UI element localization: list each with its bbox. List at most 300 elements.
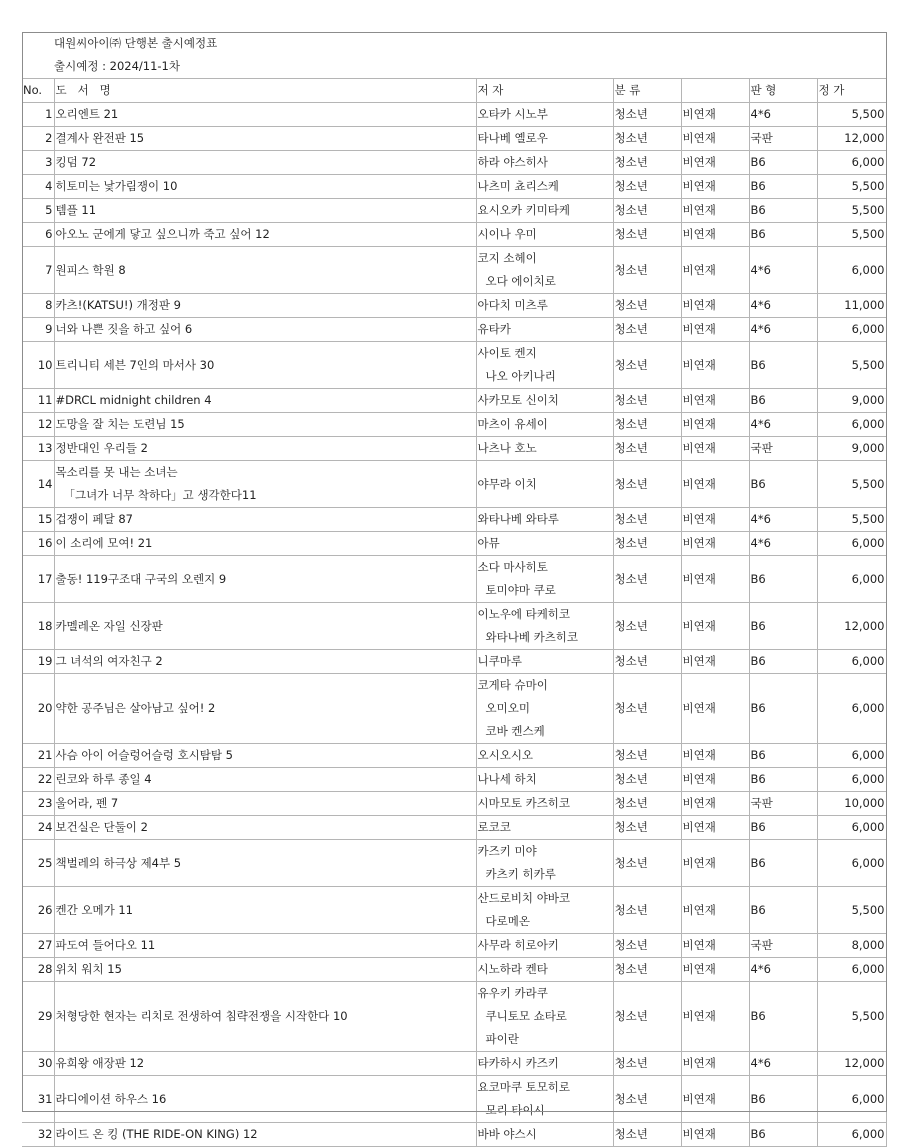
category: 청소년 [613, 887, 681, 934]
cell-line: 산드로비치 야바코 [477, 891, 571, 905]
cell-line: 카츠키 히카루 [485, 867, 556, 881]
row-number: 3 [22, 151, 54, 175]
cell-line: 킹덤 72 [55, 155, 97, 169]
book-title [54, 556, 476, 603]
row-number: 28 [22, 958, 54, 982]
cell-line: 트리니티 세븐 7인의 마서사 30 [55, 357, 215, 372]
cell-line: 니쿠마루 [477, 654, 522, 668]
category: 청소년 [613, 318, 681, 342]
book-title [54, 958, 476, 982]
category: 청소년 [613, 461, 681, 508]
release-table [22, 32, 887, 1147]
author [476, 816, 613, 840]
format: B6 [749, 151, 817, 175]
cell-line: 히토미는 낯가림쟁이 10 [55, 179, 178, 193]
row-number: 16 [22, 532, 54, 556]
price: 5,500 [817, 223, 886, 247]
table-row [22, 1076, 886, 1123]
book-title [54, 1076, 476, 1123]
cell-line: 켄간 오메가 11 [55, 902, 133, 917]
table-row [22, 792, 886, 816]
table-row [22, 318, 886, 342]
cell-line: 토미야마 쿠로 [485, 583, 556, 597]
row-number: 27 [22, 934, 54, 958]
serial-status: 비연재 [681, 103, 749, 127]
release-schedule-sheet [22, 32, 886, 1147]
author [476, 223, 613, 247]
col-header-category: 분 류 [613, 79, 681, 103]
price: 5,500 [817, 175, 886, 199]
category: 청소년 [613, 650, 681, 674]
format: 4*6 [749, 508, 817, 532]
category: 청소년 [613, 413, 681, 437]
table-row [22, 840, 886, 887]
format: B6 [749, 199, 817, 223]
cell-line: 시이나 우미 [477, 227, 537, 241]
author [476, 532, 613, 556]
price: 10,000 [817, 792, 886, 816]
row-number: 19 [22, 650, 54, 674]
col-header-serial [681, 79, 749, 103]
cell-line: 책벌레의 하극상 제4부 5 [55, 855, 182, 870]
cell-line: 「그녀가 너무 착하다」고 생각한다11 [63, 488, 257, 502]
serial-status: 비연재 [681, 887, 749, 934]
book-title [54, 413, 476, 437]
format: B6 [749, 840, 817, 887]
cell-line: 나오 아키나리 [485, 369, 556, 383]
cell-line: 나츠미 쵸리스케 [477, 179, 559, 193]
table-row [22, 744, 886, 768]
cell-line: 유타카 [477, 322, 511, 336]
serial-status: 비연재 [681, 840, 749, 887]
price: 12,000 [817, 1052, 886, 1076]
format: 4*6 [749, 294, 817, 318]
category: 청소년 [613, 247, 681, 294]
price: 6,000 [817, 532, 886, 556]
book-title [54, 294, 476, 318]
format: B6 [749, 461, 817, 508]
price: 12,000 [817, 603, 886, 650]
cell-line: 겁쟁이 페달 87 [55, 512, 133, 526]
format: 4*6 [749, 103, 817, 127]
cell-line: 약한 공주님은 살아남고 싶어! 2 [55, 701, 216, 715]
cell-line: 유희왕 애장판 12 [55, 1056, 145, 1070]
cell-line: 도망을 잘 치는 도련님 15 [55, 417, 185, 431]
cell-line: 템플 11 [55, 203, 97, 217]
cell-line: 타카하시 카즈키 [477, 1056, 559, 1070]
price: 6,000 [817, 1123, 886, 1147]
price: 5,500 [817, 461, 886, 508]
category: 청소년 [613, 223, 681, 247]
book-title [54, 389, 476, 413]
author [476, 437, 613, 461]
cell-line: 보건실은 단둘이 2 [55, 820, 148, 834]
price: 5,500 [817, 982, 886, 1052]
format: B6 [749, 175, 817, 199]
serial-status: 비연재 [681, 532, 749, 556]
category: 청소년 [613, 1076, 681, 1123]
cell-line: 이노우에 타케히코 [477, 607, 571, 621]
cell-line: 다로메온 [485, 914, 530, 928]
category: 청소년 [613, 127, 681, 151]
format: B6 [749, 556, 817, 603]
cell-line: 카멜레온 자일 신장판 [55, 618, 163, 633]
format: B6 [749, 603, 817, 650]
author [476, 103, 613, 127]
author [476, 175, 613, 199]
book-title [54, 318, 476, 342]
table-row [22, 461, 886, 508]
category: 청소년 [613, 840, 681, 887]
cell-line: 요코마쿠 토모히로 [477, 1080, 571, 1094]
table-row [22, 650, 886, 674]
row-number: 5 [22, 199, 54, 223]
serial-status: 비연재 [681, 247, 749, 294]
book-title [54, 199, 476, 223]
category: 청소년 [613, 151, 681, 175]
format: 4*6 [749, 413, 817, 437]
price: 6,000 [817, 318, 886, 342]
release-date-label: 출시예정 : 2024/11-1차 [54, 59, 180, 73]
category: 청소년 [613, 532, 681, 556]
book-title [54, 342, 476, 389]
format: B6 [749, 982, 817, 1052]
author [476, 982, 613, 1052]
cell-line: 이 소리에 모여! 21 [55, 536, 153, 550]
table-row [22, 603, 886, 650]
author [476, 199, 613, 223]
category: 청소년 [613, 342, 681, 389]
author [476, 1076, 613, 1123]
author [476, 294, 613, 318]
cell-line: 코바 켄스케 [485, 724, 545, 738]
price: 6,000 [817, 958, 886, 982]
row-number: 24 [22, 816, 54, 840]
serial-status: 비연재 [681, 175, 749, 199]
price: 12,000 [817, 127, 886, 151]
cell-line: 마츠이 유세이 [477, 417, 548, 431]
row-number: 6 [22, 223, 54, 247]
serial-status: 비연재 [681, 556, 749, 603]
serial-status: 비연재 [681, 318, 749, 342]
serial-status: 비연재 [681, 792, 749, 816]
cell-line: 파도여 들어다오 11 [55, 938, 156, 952]
serial-status: 비연재 [681, 389, 749, 413]
serial-status: 비연재 [681, 816, 749, 840]
cell-line: 와타나베 와타루 [477, 512, 559, 526]
serial-status: 비연재 [681, 603, 749, 650]
cell-line: 사이토 켄지 [477, 346, 537, 360]
price: 5,500 [817, 199, 886, 223]
cell-line: 아뮤 [477, 536, 500, 550]
cell-line: 바바 야스시 [477, 1127, 537, 1141]
category: 청소년 [613, 556, 681, 603]
category: 청소년 [613, 792, 681, 816]
cell-line: 시노하라 켄타 [477, 962, 548, 976]
format: B6 [749, 768, 817, 792]
author [476, 318, 613, 342]
cell-line: 쿠니토모 쇼타로 [485, 1009, 567, 1023]
format: 4*6 [749, 247, 817, 294]
format: 4*6 [749, 1052, 817, 1076]
format: 국판 [749, 792, 817, 816]
format: B6 [749, 744, 817, 768]
table-row [22, 103, 886, 127]
row-number: 25 [22, 840, 54, 887]
serial-status: 비연재 [681, 508, 749, 532]
book-title [54, 792, 476, 816]
author [476, 958, 613, 982]
cell-line: 그 녀석의 여자친구 2 [55, 654, 163, 668]
book-title [54, 247, 476, 294]
price: 5,500 [817, 342, 886, 389]
price: 6,000 [817, 247, 886, 294]
format: B6 [749, 223, 817, 247]
author [476, 674, 613, 744]
price: 6,000 [817, 816, 886, 840]
cell-line: 라디에이션 하우스 16 [55, 1091, 167, 1106]
col-header-format: 판 형 [749, 79, 817, 103]
category: 청소년 [613, 816, 681, 840]
category: 청소년 [613, 508, 681, 532]
author [476, 389, 613, 413]
format: 국판 [749, 934, 817, 958]
price: 6,000 [817, 1076, 886, 1123]
cell-line: 오시오시오 [477, 748, 534, 762]
price: 6,000 [817, 151, 886, 175]
serial-status: 비연재 [681, 223, 749, 247]
book-title [54, 223, 476, 247]
author [476, 840, 613, 887]
cell-line: 울어라, 펜 7 [55, 796, 119, 810]
table-row [22, 1123, 886, 1147]
row-number: 1 [22, 103, 54, 127]
serial-status: 비연재 [681, 768, 749, 792]
table-row [22, 556, 886, 603]
price: 6,000 [817, 674, 886, 744]
category: 청소년 [613, 674, 681, 744]
author [476, 342, 613, 389]
row-number: 14 [22, 461, 54, 508]
table-row [22, 887, 886, 934]
row-number: 30 [22, 1052, 54, 1076]
category: 청소년 [613, 294, 681, 318]
cell-line: 카즈키 미야 [477, 844, 537, 858]
row-number: 7 [22, 247, 54, 294]
format: 4*6 [749, 532, 817, 556]
row-number: 29 [22, 982, 54, 1052]
book-title [54, 744, 476, 768]
cell-line: #DRCL midnight children 4 [55, 393, 212, 407]
author [476, 151, 613, 175]
serial-status: 비연재 [681, 151, 749, 175]
price: 6,000 [817, 556, 886, 603]
cell-line: 처형당한 현자는 리치로 전생하여 침략전쟁을 시작한다 10 [55, 1009, 348, 1023]
book-title [54, 1052, 476, 1076]
table-row [22, 199, 886, 223]
author [476, 413, 613, 437]
serial-status: 비연재 [681, 958, 749, 982]
serial-status: 비연재 [681, 342, 749, 389]
row-number: 22 [22, 768, 54, 792]
book-title [54, 816, 476, 840]
format: 4*6 [749, 318, 817, 342]
cell-line: 소다 마사히토 [477, 560, 548, 574]
format: B6 [749, 887, 817, 934]
price: 5,500 [817, 887, 886, 934]
table-row [22, 413, 886, 437]
cell-line: 목소리를 못 내는 소녀는 [55, 465, 178, 479]
book-title [54, 840, 476, 887]
book-title [54, 127, 476, 151]
cell-line: 오타카 시노부 [477, 107, 548, 121]
book-title [54, 650, 476, 674]
price: 6,000 [817, 650, 886, 674]
cell-line: 타나베 옐로우 [477, 131, 548, 145]
format: 4*6 [749, 958, 817, 982]
author [476, 556, 613, 603]
table-row [22, 674, 886, 744]
cell-line: 야무라 이치 [477, 476, 537, 491]
row-number: 9 [22, 318, 54, 342]
cell-line: 시마모토 카즈히코 [477, 796, 571, 810]
table-row [22, 175, 886, 199]
book-title [54, 103, 476, 127]
row-number: 13 [22, 437, 54, 461]
category: 청소년 [613, 389, 681, 413]
cell-line: 사무라 히로아키 [477, 938, 559, 952]
row-number: 11 [22, 389, 54, 413]
serial-status: 비연재 [681, 294, 749, 318]
serial-status: 비연재 [681, 982, 749, 1052]
category: 청소년 [613, 103, 681, 127]
table-row [22, 247, 886, 294]
cell-line: 요시오카 키미타케 [477, 203, 571, 217]
category: 청소년 [613, 744, 681, 768]
author [476, 650, 613, 674]
cell-line: 와타나베 카츠히코 [485, 630, 579, 644]
cell-line: 파이란 [485, 1032, 519, 1046]
cell-line: 원피스 학원 8 [55, 262, 126, 277]
format: B6 [749, 389, 817, 413]
cell-line: 로코코 [477, 820, 511, 834]
row-number: 21 [22, 744, 54, 768]
format: 국판 [749, 437, 817, 461]
serial-status: 비연재 [681, 1123, 749, 1147]
serial-status: 비연재 [681, 674, 749, 744]
price: 11,000 [817, 294, 886, 318]
table-row [22, 127, 886, 151]
cell-line: 오미오미 [485, 701, 530, 715]
serial-status: 비연재 [681, 413, 749, 437]
table-row [22, 532, 886, 556]
format: B6 [749, 1076, 817, 1123]
author [476, 934, 613, 958]
book-title [54, 461, 476, 508]
col-header-no: No. [22, 79, 54, 103]
cell-line: 출동! 119구조대 구국의 오렌지 9 [55, 571, 227, 586]
cell-line: 유우키 카라쿠 [477, 986, 548, 1000]
table-row [22, 508, 886, 532]
book-title [54, 151, 476, 175]
cell-line: 코지 소헤이 [477, 251, 537, 265]
col-header-author: 저 자 [476, 79, 613, 103]
category: 청소년 [613, 1123, 681, 1147]
price: 6,000 [817, 744, 886, 768]
cell-line: 라이드 온 킹 (THE RIDE-ON KING) 12 [55, 1127, 258, 1141]
row-number: 26 [22, 887, 54, 934]
cell-line: 코게타 슈마이 [477, 678, 548, 692]
category: 청소년 [613, 175, 681, 199]
book-title [54, 887, 476, 934]
book-title [54, 532, 476, 556]
price: 6,000 [817, 413, 886, 437]
author [476, 768, 613, 792]
author [476, 127, 613, 151]
author [476, 461, 613, 508]
meta-row-subtitle [22, 55, 886, 79]
format: 국판 [749, 127, 817, 151]
author [476, 744, 613, 768]
author [476, 1052, 613, 1076]
author [476, 603, 613, 650]
table-row [22, 389, 886, 413]
category: 청소년 [613, 934, 681, 958]
table-row [22, 816, 886, 840]
cell-line: 사카모토 신이치 [477, 393, 559, 407]
price: 6,000 [817, 840, 886, 887]
cell-line: 카츠!(KATSU!) 개정판 9 [55, 298, 181, 312]
serial-status: 비연재 [681, 199, 749, 223]
table-row [22, 294, 886, 318]
serial-status: 비연재 [681, 1076, 749, 1123]
format: B6 [749, 1123, 817, 1147]
category: 청소년 [613, 768, 681, 792]
row-number: 15 [22, 508, 54, 532]
format: B6 [749, 650, 817, 674]
book-title [54, 1123, 476, 1147]
author [476, 508, 613, 532]
col-header-price: 정 가 [817, 79, 886, 103]
book-title [54, 508, 476, 532]
table-row [22, 958, 886, 982]
row-number: 2 [22, 127, 54, 151]
table-row [22, 768, 886, 792]
row-number: 18 [22, 603, 54, 650]
col-header-title: 도 서 명 [54, 79, 476, 103]
cell-line: 오리엔트 21 [55, 107, 119, 121]
category: 청소년 [613, 199, 681, 223]
table-row [22, 342, 886, 389]
price: 8,000 [817, 934, 886, 958]
author [476, 887, 613, 934]
row-number: 12 [22, 413, 54, 437]
category: 청소년 [613, 958, 681, 982]
author [476, 247, 613, 294]
price: 5,500 [817, 508, 886, 532]
cell-line: 하라 야스히사 [477, 155, 548, 169]
cell-line: 나츠나 호노 [477, 441, 537, 455]
serial-status: 비연재 [681, 127, 749, 151]
cell-line: 린코와 하루 종일 4 [55, 772, 152, 786]
category: 청소년 [613, 437, 681, 461]
serial-status: 비연재 [681, 744, 749, 768]
price: 6,000 [817, 768, 886, 792]
book-title [54, 982, 476, 1052]
format: B6 [749, 674, 817, 744]
table-row [22, 934, 886, 958]
serial-status: 비연재 [681, 437, 749, 461]
